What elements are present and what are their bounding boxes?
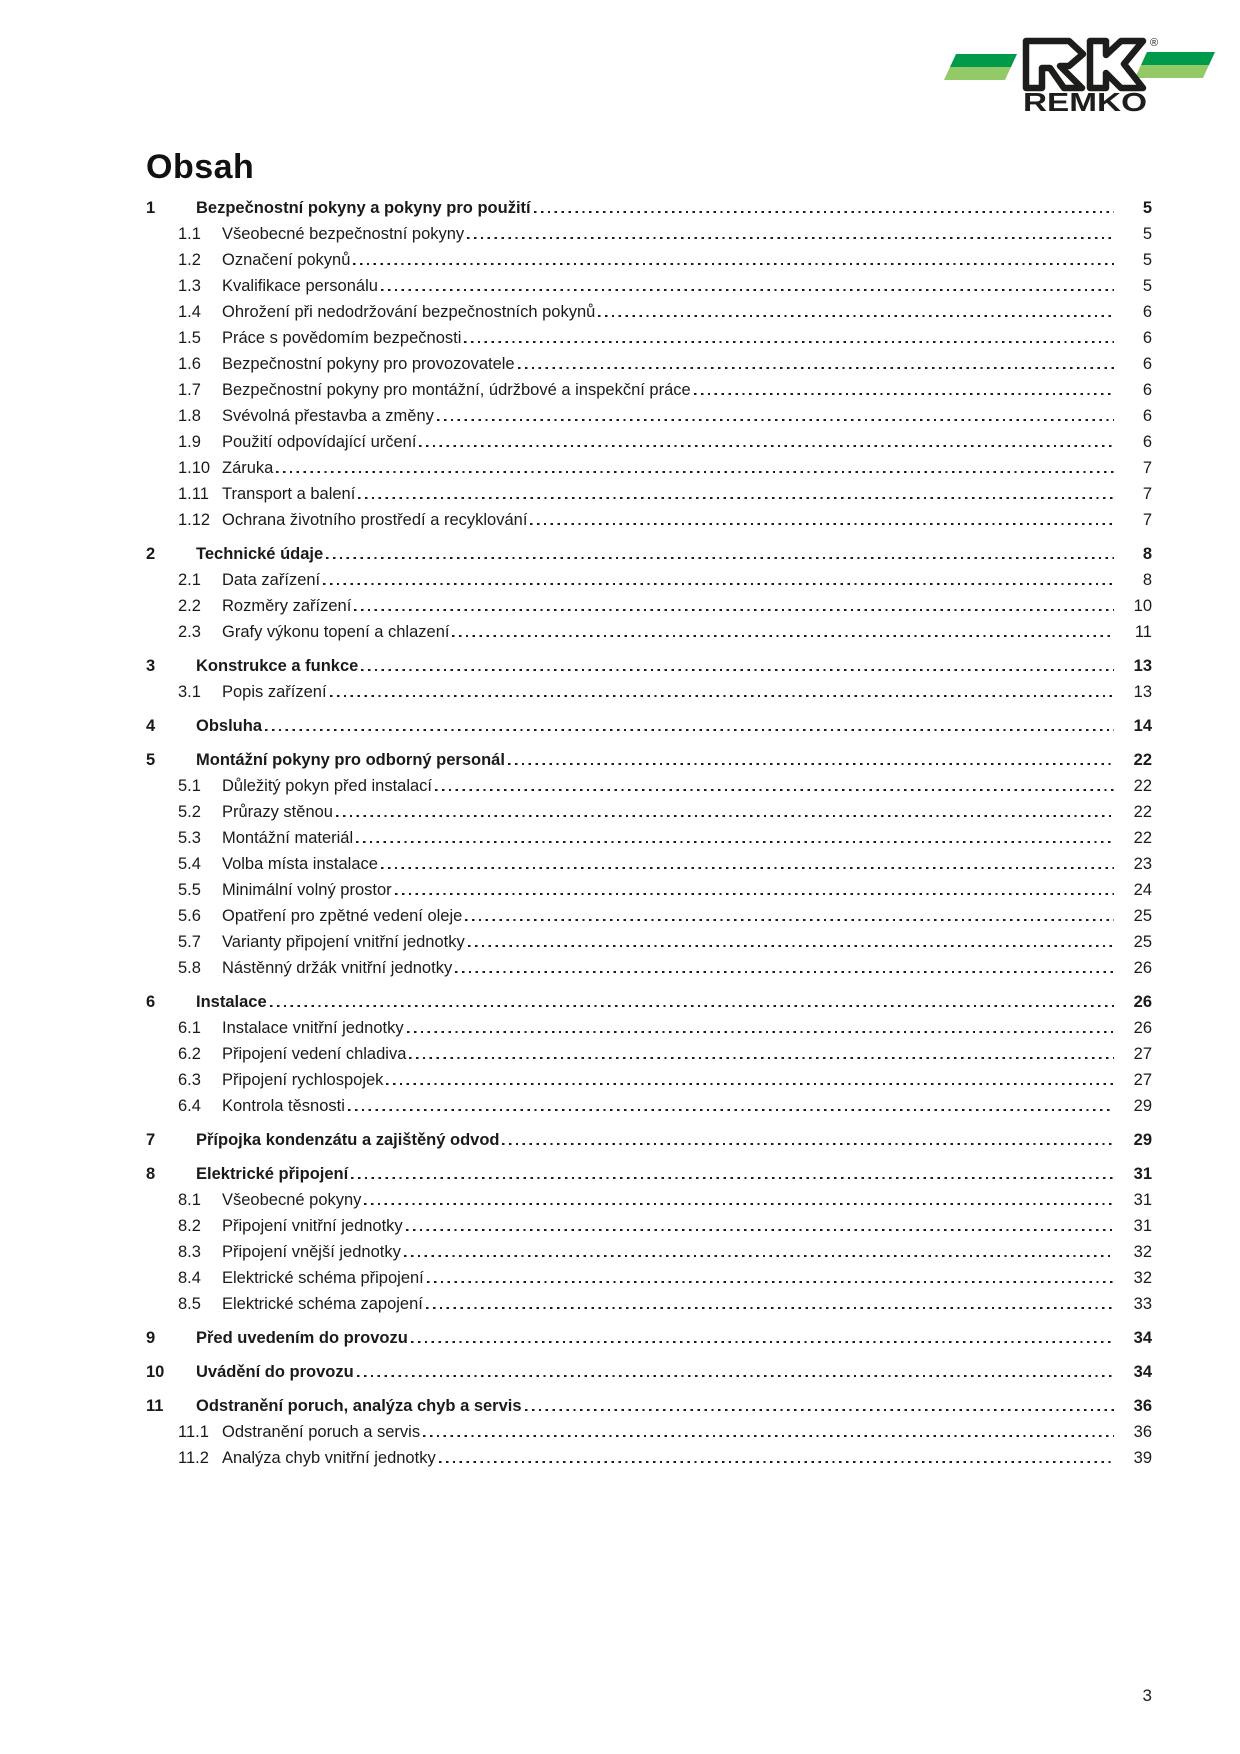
dot-leader xyxy=(348,1093,1114,1119)
toc-entry-title: Montážní pokyny pro odborný personál xyxy=(196,751,505,769)
toc-entry-number: 11 xyxy=(146,1397,164,1415)
toc-entry-page: 6 xyxy=(1142,381,1152,399)
dot-leader xyxy=(426,1291,1114,1317)
toc-entry-number: 1.7 xyxy=(178,381,201,399)
toc-entry-title: Záruka xyxy=(222,459,274,477)
toc-entry-page: 5 xyxy=(1142,277,1152,295)
toc-entry-8[interactable] xyxy=(146,1161,1152,1187)
toc-entry-title: Ochrana životního prostředí a recyklování xyxy=(222,511,528,529)
toc-entry-page: 6 xyxy=(1142,329,1152,347)
dot-leader xyxy=(364,1187,1114,1213)
toc-entry-6.1[interactable] xyxy=(146,1015,1152,1041)
page-title: Obsah xyxy=(146,148,255,186)
toc-entry-title: Odstranění poruch a servis xyxy=(222,1423,421,1441)
toc-entry-number: 1.10 xyxy=(178,459,211,477)
toc-entry-number: 1.5 xyxy=(178,329,201,347)
toc-entry-title: Uvádění do provozu xyxy=(196,1363,354,1381)
toc-entry-page: 23 xyxy=(1133,855,1152,873)
dot-leader xyxy=(464,325,1114,351)
dot-leader xyxy=(419,429,1114,455)
toc-entry-page: 27 xyxy=(1133,1045,1152,1063)
toc-entry-3.1[interactable] xyxy=(146,679,1152,705)
toc-entry-title: Svévolná přestavba a změny xyxy=(222,407,434,425)
toc-entry-page: 39 xyxy=(1133,1449,1152,1467)
toc-entry-8.4[interactable] xyxy=(146,1265,1152,1291)
dot-leader xyxy=(276,455,1114,481)
toc-entry-page: 26 xyxy=(1133,1019,1152,1037)
toc-entry-page: 29 xyxy=(1133,1131,1152,1149)
toc-entry-title: Všeobecné pokyny xyxy=(222,1191,362,1209)
toc-entry-number: 2.3 xyxy=(178,623,201,641)
toc-entry-number: 9 xyxy=(146,1329,156,1347)
toc-entry-title: Instalace vnitřní jednotky xyxy=(222,1019,404,1037)
toc-entry-title: Odstranění poruch, analýza chyb a servis xyxy=(196,1397,522,1415)
toc-entry-5.6[interactable] xyxy=(146,903,1152,929)
toc-entry-number: 1.4 xyxy=(178,303,201,321)
toc-entry-page: 31 xyxy=(1133,1165,1152,1183)
dot-leader xyxy=(357,1359,1114,1385)
toc-entry-number: 10 xyxy=(146,1363,165,1381)
toc-entry-title: Technické údaje xyxy=(196,545,324,563)
toc-entry-page: 22 xyxy=(1133,829,1152,847)
dot-leader xyxy=(427,1265,1114,1291)
toc-entry-1.3[interactable] xyxy=(146,273,1152,299)
toc-entry-11[interactable] xyxy=(146,1393,1152,1419)
toc-entry-number: 1.6 xyxy=(178,355,201,373)
toc-entry-page: 13 xyxy=(1133,683,1152,701)
toc-entry-page: 6 xyxy=(1142,407,1152,425)
toc-entry-page: 29 xyxy=(1133,1097,1152,1115)
toc-entry-title: Použití odpovídající určení xyxy=(222,433,417,451)
toc-entry-page: 8 xyxy=(1142,571,1152,589)
toc-entry-1.1[interactable] xyxy=(146,221,1152,247)
toc-entry-6.3[interactable] xyxy=(146,1067,1152,1093)
toc-entry-11.1[interactable] xyxy=(146,1419,1152,1445)
toc-entry-title: Důležitý pokyn před instalací xyxy=(222,777,433,795)
toc-entry-page: 11 xyxy=(1134,623,1152,641)
toc-entry-page: 22 xyxy=(1133,751,1152,769)
toc-entry-number: 1.8 xyxy=(178,407,201,425)
toc-entry-title: Kontrola těsnosti xyxy=(222,1097,345,1115)
dot-leader xyxy=(508,747,1114,773)
toc-entry-5.4[interactable] xyxy=(146,851,1152,877)
toc-entry-1.2[interactable] xyxy=(146,247,1152,273)
logo-stripes-right xyxy=(1135,52,1215,78)
toc-entry-title: Nástěnný držák vnitřní jednotky xyxy=(222,959,453,977)
toc-entry-number: 8.3 xyxy=(178,1243,201,1261)
dot-leader xyxy=(354,593,1114,619)
toc-entry-page: 31 xyxy=(1133,1191,1152,1209)
toc-entry-page: 8 xyxy=(1142,545,1152,563)
toc-entry-number: 6.2 xyxy=(178,1045,201,1063)
toc-entry-4[interactable] xyxy=(146,713,1152,739)
toc-entry-6[interactable] xyxy=(146,989,1152,1015)
dot-leader xyxy=(323,567,1114,593)
dot-leader xyxy=(598,299,1114,325)
remko-logo xyxy=(938,34,1222,118)
toc-entry-1.4[interactable] xyxy=(146,299,1152,325)
toc-entry-page: 25 xyxy=(1133,907,1152,925)
toc-entry-number: 5.5 xyxy=(178,881,201,899)
toc-entry-number: 11.2 xyxy=(178,1449,209,1467)
toc-entry-5.8[interactable] xyxy=(146,955,1152,981)
toc-entry-title: Všeobecné bezpečnostní pokyny xyxy=(222,225,465,243)
dot-leader xyxy=(530,507,1114,533)
remko-wordmark: REMKO xyxy=(1023,87,1147,117)
toc-entry-5.3[interactable] xyxy=(146,825,1152,851)
toc-entry-title: Minimální volný prostor xyxy=(222,881,392,899)
dot-leader xyxy=(356,825,1114,851)
dot-leader xyxy=(439,1445,1114,1471)
toc-entry-number: 2 xyxy=(146,545,156,563)
dot-leader xyxy=(407,1015,1114,1041)
toc-entry-page: 7 xyxy=(1142,485,1152,503)
toc-entry-number: 5.4 xyxy=(178,855,201,873)
toc-entry-2.3[interactable] xyxy=(146,619,1152,645)
toc-entry-7[interactable] xyxy=(146,1127,1152,1153)
toc-entry-number: 5.2 xyxy=(178,803,201,821)
toc-entry-title: Bezpečnostní pokyny a pokyny pro použití xyxy=(196,199,531,217)
toc-entry-number: 2.2 xyxy=(178,597,201,615)
toc-entry-title: Montážní materiál xyxy=(222,829,354,847)
toc-entry-number: 8.4 xyxy=(178,1269,201,1287)
dot-leader xyxy=(437,403,1114,429)
toc-entry-5[interactable] xyxy=(146,747,1152,773)
toc-entry-title: Před uvedením do provozu xyxy=(196,1329,408,1347)
dot-leader xyxy=(435,773,1114,799)
toc-entry-number: 8.1 xyxy=(178,1191,201,1209)
toc-entry-5.5[interactable] xyxy=(146,877,1152,903)
toc-entry-title: Označení pokynů xyxy=(222,251,351,269)
toc-entry-9[interactable] xyxy=(146,1325,1152,1351)
toc-entry-page: 34 xyxy=(1133,1329,1152,1347)
dot-leader xyxy=(465,903,1114,929)
toc-entry-title: Volba místa instalace xyxy=(222,855,378,873)
dot-leader xyxy=(409,1041,1114,1067)
toc-entry-page: 25 xyxy=(1133,933,1152,951)
dot-leader xyxy=(381,273,1114,299)
toc-entry-title: Průrazy stěnou xyxy=(222,803,333,821)
toc-entry-8.5[interactable] xyxy=(146,1291,1152,1317)
toc-entry-page: 36 xyxy=(1133,1423,1152,1441)
toc-entry-title: Obsluha xyxy=(196,717,263,735)
toc-entry-number: 5.8 xyxy=(178,959,201,977)
toc-entry-title: Grafy výkonu topení a chlazení xyxy=(222,623,450,641)
toc-entry-number: 3.1 xyxy=(178,683,201,701)
toc-entry-title: Bezpečnostní pokyny pro provozovatele xyxy=(222,355,515,373)
toc-entry-page: 26 xyxy=(1133,959,1152,977)
toc-entry-title: Analýza chyb vnitřní jednotky xyxy=(222,1449,436,1467)
footer-page-number: 3 xyxy=(1142,1686,1152,1705)
toc-entry-3[interactable] xyxy=(146,653,1152,679)
toc-entry-number: 1 xyxy=(146,199,156,217)
toc-entry-page: 13 xyxy=(1133,657,1152,675)
toc-entry-page: 6 xyxy=(1142,355,1152,373)
toc-entry-page: 22 xyxy=(1133,803,1152,821)
toc-entry-title: Ohrožení při nedodržování bezpečnostních pokynů xyxy=(222,303,596,321)
toc-entry-6.4[interactable] xyxy=(146,1093,1152,1119)
toc-entry-number: 8 xyxy=(146,1165,156,1183)
toc-entry-number: 8.2 xyxy=(178,1217,201,1235)
toc-entry-page: 5 xyxy=(1142,199,1152,217)
toc-entry-title: Přípojka kondenzátu a zajištěný odvod xyxy=(196,1131,500,1149)
toc-entry-number: 1.12 xyxy=(178,511,211,529)
toc-entry-2[interactable] xyxy=(146,541,1152,567)
toc-entry-number: 4 xyxy=(146,717,156,735)
toc-entry-1[interactable] xyxy=(146,195,1152,221)
toc-entry-title: Elektrické schéma zapojení xyxy=(222,1295,423,1313)
dot-leader xyxy=(358,481,1114,507)
toc-entry-page: 24 xyxy=(1133,881,1152,899)
toc-entry-page: 6 xyxy=(1142,303,1152,321)
toc-entry-6.2[interactable] xyxy=(146,1041,1152,1067)
toc-entry-2.1[interactable] xyxy=(146,567,1152,593)
toc-entry-title: Konstrukce a funkce xyxy=(196,657,359,675)
registered-mark-icon: ® xyxy=(1150,37,1159,49)
toc-entry-1.9[interactable] xyxy=(146,429,1152,455)
toc-entry-number: 7 xyxy=(146,1131,156,1149)
toc-entry-page: 7 xyxy=(1142,511,1152,529)
toc-entry-1.7[interactable] xyxy=(146,377,1152,403)
toc-entry-number: 5.1 xyxy=(178,777,201,795)
toc-entry-number: 1.1 xyxy=(178,225,201,243)
toc-entry-number: 1.3 xyxy=(178,277,201,295)
toc-entry-1.5[interactable] xyxy=(146,325,1152,351)
dot-leader xyxy=(455,955,1114,981)
toc-entry-number: 2.1 xyxy=(178,571,201,589)
toc-entry-number: 11.1 xyxy=(178,1423,209,1441)
toc-entry-title: Práce s povědomím bezpečnosti xyxy=(222,329,462,347)
dot-leader xyxy=(395,877,1114,903)
toc-entry-title: Elektrické schéma připojení xyxy=(222,1269,424,1287)
toc-entry-title: Transport a balení xyxy=(222,485,356,503)
toc-entry-1.11[interactable] xyxy=(146,481,1152,507)
toc-entry-page: 27 xyxy=(1133,1071,1152,1089)
toc-entry-title: Připojení vedení chladiva xyxy=(222,1045,407,1063)
toc-entry-1.8[interactable] xyxy=(146,403,1152,429)
toc-entry-number: 5 xyxy=(146,751,156,769)
dot-leader xyxy=(411,1325,1114,1351)
dot-leader xyxy=(330,679,1114,705)
toc-entry-1.12[interactable] xyxy=(146,507,1152,533)
toc-entry-number: 5.3 xyxy=(178,829,201,847)
dot-leader xyxy=(423,1419,1114,1445)
dot-leader xyxy=(694,377,1114,403)
dot-leader xyxy=(353,247,1114,273)
dot-leader xyxy=(265,713,1114,739)
toc-entry-number: 5.7 xyxy=(178,933,201,951)
toc-entry-title: Popis zařízení xyxy=(222,683,327,701)
toc-entry-page: 34 xyxy=(1133,1363,1152,1381)
remko-logo-graphic xyxy=(938,34,1222,118)
rk-monogram-icon xyxy=(1026,41,1143,88)
dot-leader xyxy=(502,1127,1114,1153)
toc-entry-page: 26 xyxy=(1133,993,1152,1011)
toc-entry-number: 6 xyxy=(146,993,156,1011)
dot-leader xyxy=(468,929,1114,955)
toc-entry-page: 36 xyxy=(1133,1397,1152,1415)
dot-leader xyxy=(270,989,1114,1015)
dot-leader xyxy=(534,195,1114,221)
dot-leader xyxy=(361,653,1114,679)
toc-entry-title: Data zařízení xyxy=(222,571,321,589)
toc-entry-number: 5.6 xyxy=(178,907,201,925)
toc-entry-10[interactable] xyxy=(146,1359,1152,1385)
toc-entry-title: Instalace xyxy=(196,993,267,1011)
dot-leader xyxy=(467,221,1114,247)
toc-entry-title: Připojení vnitřní jednotky xyxy=(222,1217,403,1235)
toc-entry-5.1[interactable] xyxy=(146,773,1152,799)
toc-entry-title: Připojení vnější jednotky xyxy=(222,1243,401,1261)
toc-entry-page: 32 xyxy=(1133,1269,1152,1287)
toc-entry-page: 5 xyxy=(1142,225,1152,243)
toc-entry-number: 1.2 xyxy=(178,251,201,269)
toc-entry-5.7[interactable] xyxy=(146,929,1152,955)
toc-entry-page: 5 xyxy=(1142,251,1152,269)
toc-entry-title: Kvalifikace personálu xyxy=(222,277,378,295)
toc-entry-number: 6.1 xyxy=(178,1019,201,1037)
toc-entry-8.3[interactable] xyxy=(146,1239,1152,1265)
dot-leader xyxy=(406,1213,1114,1239)
toc-entry-page: 14 xyxy=(1133,717,1152,735)
toc-entry-page: 22 xyxy=(1133,777,1152,795)
toc-entry-number: 1.9 xyxy=(178,433,201,451)
toc-entry-title: Připojení rychlospojek xyxy=(222,1071,384,1089)
toc-entry-page: 31 xyxy=(1133,1217,1152,1235)
toc-entry-number: 8.5 xyxy=(178,1295,201,1313)
toc-entry-title: Varianty připojení vnitřní jednotky xyxy=(222,933,465,951)
toc-entry-number: 3 xyxy=(146,657,156,675)
toc-entry-page: 10 xyxy=(1133,597,1152,615)
toc-entry-title: Bezpečnostní pokyny pro montážní, údržbové a inspekční práce xyxy=(222,381,691,399)
toc-entry-2.2[interactable] xyxy=(146,593,1152,619)
toc-entry-number: 6.3 xyxy=(178,1071,201,1089)
dot-leader xyxy=(336,799,1114,825)
toc-entry-number: 1.11 xyxy=(178,485,209,503)
toc-entry-page: 6 xyxy=(1142,433,1152,451)
dot-leader xyxy=(386,1067,1114,1093)
dot-leader xyxy=(525,1393,1114,1419)
toc-entry-title: Rozměry zařízení xyxy=(222,597,352,615)
table-of-contents xyxy=(146,195,1152,1471)
toc-entry-8.2[interactable] xyxy=(146,1213,1152,1239)
toc-entry-title: Elektrické připojení xyxy=(196,1165,349,1183)
toc-entry-title: Opatření pro zpětné vedení oleje xyxy=(222,907,463,925)
toc-entry-8.1[interactable] xyxy=(146,1187,1152,1213)
toc-entry-5.2[interactable] xyxy=(146,799,1152,825)
dot-leader xyxy=(452,619,1114,645)
toc-entry-page: 32 xyxy=(1133,1243,1152,1261)
toc-entry-number: 6.4 xyxy=(178,1097,201,1115)
dot-leader xyxy=(381,851,1114,877)
toc-entry-1.10[interactable] xyxy=(146,455,1152,481)
dot-leader xyxy=(326,541,1114,567)
toc-entry-11.2[interactable] xyxy=(146,1445,1152,1471)
logo-stripes-left xyxy=(944,54,1017,80)
toc-entry-page: 7 xyxy=(1142,459,1152,477)
dot-leader xyxy=(351,1161,1114,1187)
toc-entry-1.6[interactable] xyxy=(146,351,1152,377)
dot-leader xyxy=(404,1239,1114,1265)
dot-leader xyxy=(518,351,1114,377)
toc-entry-page: 33 xyxy=(1133,1295,1152,1313)
